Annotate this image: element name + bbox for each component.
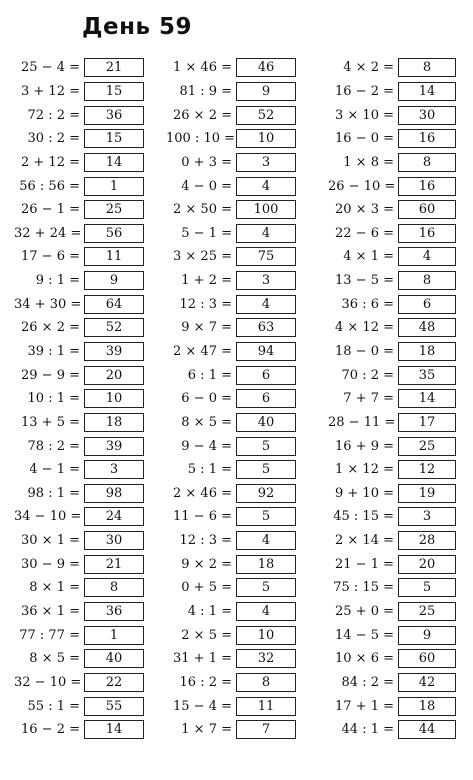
answer-box[interactable]: 14 [84, 720, 144, 739]
exercise-expression: 1 × 7 = [181, 722, 232, 738]
exercise-row [14, 434, 144, 458]
answer-box[interactable]: 6 [236, 366, 296, 385]
exercise-row [166, 505, 296, 529]
exercise-expression: 29 − 9 = [21, 367, 80, 383]
exercise-expression: 16 : 2 = [179, 674, 232, 690]
exercise-row [166, 316, 296, 340]
exercise-expression: 22 − 6 = [335, 225, 394, 241]
answer-box[interactable]: 5 [236, 460, 296, 479]
answer-box[interactable]: 39 [84, 342, 144, 361]
exercise-row [328, 221, 456, 245]
answer-box[interactable]: 44 [398, 720, 456, 739]
exercise-expression: 56 : 56 = [19, 178, 80, 194]
exercise-row [328, 269, 456, 293]
exercise-row [328, 671, 456, 695]
exercise-expression: 8 × 5 = [29, 651, 80, 667]
answer-box[interactable]: 16 [398, 224, 456, 243]
answer-box[interactable]: 10 [84, 389, 144, 408]
exercise-expression: 77 : 77 = [19, 627, 80, 643]
exercise-expression: 34 − 10 = [14, 509, 82, 525]
exercise-expression: 16 + 9 = [335, 438, 394, 454]
exercise-expression: 9 + 10 = [335, 485, 394, 501]
exercise-row [14, 694, 144, 718]
answer-box[interactable]: 14 [84, 153, 144, 172]
exercise-row [14, 529, 144, 553]
answer-box[interactable]: 22 [84, 673, 144, 692]
answer-box[interactable]: 7 [236, 720, 296, 739]
exercise-row [166, 411, 296, 435]
answer-box[interactable]: 42 [398, 673, 456, 692]
exercise-expression: 3 + 12 = [21, 83, 80, 99]
exercise-expression: 25 + 0 = [335, 604, 394, 620]
exercise-row [14, 647, 144, 671]
answer-box[interactable]: 16 [398, 177, 456, 196]
answer-box[interactable]: 20 [84, 366, 144, 385]
exercise-row [166, 600, 296, 624]
exercise-expression: 12 : 3 = [179, 296, 232, 312]
answer-box[interactable]: 15 [84, 82, 144, 101]
exercise-row [166, 198, 296, 222]
exercise-expression: 3 × 10 = [335, 107, 394, 123]
answer-box[interactable]: 11 [236, 697, 296, 716]
exercise-expression: 2 + 12 = [21, 154, 80, 170]
answer-box[interactable]: 21 [84, 58, 144, 77]
exercise-expression: 6 : 1 = [187, 367, 232, 383]
answer-box[interactable]: 5 [236, 437, 296, 456]
exercise-expression: 16 − 2 = [21, 722, 80, 738]
answer-box[interactable]: 4 [236, 602, 296, 621]
exercise-row [14, 623, 144, 647]
answer-box[interactable]: 19 [398, 484, 456, 503]
exercise-expression: 30 × 1 = [21, 533, 80, 549]
answer-box[interactable]: 14 [398, 82, 456, 101]
exercise-expression: 13 + 5 = [21, 414, 80, 430]
exercise-row [14, 80, 144, 104]
exercise-column-2 [166, 56, 296, 742]
exercise-expression: 28 − 11 = [328, 414, 396, 430]
exercise-row [14, 340, 144, 364]
answer-box[interactable]: 63 [236, 318, 296, 337]
exercise-row [14, 600, 144, 624]
exercise-row [14, 151, 144, 175]
exercise-expression: 36 × 1 = [21, 604, 80, 620]
exercise-row [328, 340, 456, 364]
answer-box[interactable]: 25 [398, 602, 456, 621]
exercise-expression: 5 : 1 = [187, 462, 232, 478]
exercise-row [328, 505, 456, 529]
answer-box[interactable]: 30 [84, 531, 144, 550]
exercise-row [166, 718, 296, 742]
exercise-row [166, 151, 296, 175]
answer-box[interactable]: 52 [236, 106, 296, 125]
exercise-expression: 72 : 2 = [27, 107, 80, 123]
exercise-expression: 4 × 1 = [343, 249, 394, 265]
exercise-expression: 98 : 1 = [27, 485, 80, 501]
exercise-row [166, 245, 296, 269]
answer-box[interactable]: 10 [236, 129, 296, 148]
exercise-row [328, 623, 456, 647]
exercise-row [328, 718, 456, 742]
exercise-row [166, 127, 296, 151]
answer-box[interactable]: 6 [236, 389, 296, 408]
answer-box[interactable]: 21 [84, 555, 144, 574]
exercise-expression: 7 + 7 = [343, 391, 394, 407]
exercise-expression: 30 : 2 = [27, 131, 80, 147]
answer-box[interactable]: 25 [398, 437, 456, 456]
exercise-expression: 16 − 0 = [335, 131, 394, 147]
exercise-expression: 21 − 1 = [335, 556, 394, 572]
answer-box[interactable]: 20 [398, 555, 456, 574]
exercise-expression: 55 : 1 = [27, 698, 80, 714]
exercise-expression: 45 : 15 = [333, 509, 394, 525]
answer-box[interactable]: 28 [398, 531, 456, 550]
exercise-row [14, 174, 144, 198]
answer-box[interactable]: 18 [398, 342, 456, 361]
exercise-row [328, 292, 456, 316]
answer-box[interactable]: 3 [236, 271, 296, 290]
exercise-row [166, 221, 296, 245]
exercise-expression: 26 − 1 = [21, 202, 80, 218]
answer-box[interactable]: 56 [84, 224, 144, 243]
exercise-expression: 4 − 1 = [29, 462, 80, 478]
answer-box[interactable]: 48 [398, 318, 456, 337]
exercise-expression: 4 × 2 = [343, 60, 394, 76]
answer-box[interactable]: 3 [236, 153, 296, 172]
exercise-row [328, 151, 456, 175]
exercise-row [14, 56, 144, 80]
exercise-row [328, 387, 456, 411]
answer-box[interactable]: 92 [236, 484, 296, 503]
exercise-column-1 [14, 56, 144, 742]
exercise-row [328, 576, 456, 600]
exercise-row [166, 552, 296, 576]
answer-box[interactable]: 10 [236, 626, 296, 645]
answer-box[interactable]: 98 [84, 484, 144, 503]
answer-box[interactable]: 8 [398, 58, 456, 77]
exercise-row [328, 363, 456, 387]
answer-box[interactable]: 25 [84, 200, 144, 219]
exercise-row [14, 127, 144, 151]
answer-box[interactable]: 9 [84, 271, 144, 290]
exercise-row [328, 482, 456, 506]
answer-box[interactable]: 5 [236, 507, 296, 526]
answer-box[interactable]: 4 [236, 531, 296, 550]
answer-box[interactable]: 36 [84, 106, 144, 125]
exercise-expression: 1 × 46 = [173, 60, 232, 76]
exercise-row [328, 552, 456, 576]
exercise-expression: 1 × 12 = [335, 462, 394, 478]
answer-box[interactable]: 14 [398, 389, 456, 408]
exercise-expression: 11 − 6 = [173, 509, 232, 525]
page-title: День 59 [82, 14, 193, 40]
exercise-expression: 26 × 2 = [21, 320, 80, 336]
exercise-row [328, 103, 456, 127]
exercise-expression: 2 × 46 = [173, 485, 232, 501]
exercise-row [328, 458, 456, 482]
exercise-expression: 5 − 1 = [181, 225, 232, 241]
exercise-row [328, 174, 456, 198]
exercise-expression: 30 − 9 = [21, 556, 80, 572]
answer-box[interactable]: 18 [398, 697, 456, 716]
answer-box[interactable]: 9 [236, 82, 296, 101]
exercise-row [328, 127, 456, 151]
exercise-row [166, 482, 296, 506]
exercise-expression: 26 × 2 = [173, 107, 232, 123]
exercise-row [166, 80, 296, 104]
answer-box[interactable]: 8 [84, 578, 144, 597]
exercise-row [14, 671, 144, 695]
exercise-row [166, 363, 296, 387]
answer-box[interactable]: 17 [398, 413, 456, 432]
exercise-row [166, 647, 296, 671]
answer-box[interactable]: 16 [398, 129, 456, 148]
answer-box[interactable]: 46 [236, 58, 296, 77]
exercise-expression: 4 × 12 = [335, 320, 394, 336]
exercise-expression: 32 + 24 = [14, 225, 82, 241]
exercise-expression: 20 × 3 = [335, 202, 394, 218]
exercise-row [14, 316, 144, 340]
exercise-row [14, 458, 144, 482]
exercise-expression: 9 × 7 = [181, 320, 232, 336]
answer-box[interactable]: 18 [84, 413, 144, 432]
exercise-expression: 2 × 5 = [181, 627, 232, 643]
answer-box[interactable]: 11 [84, 247, 144, 266]
exercise-expression: 2 × 14 = [335, 533, 394, 549]
exercise-row [14, 198, 144, 222]
exercise-expression: 44 : 1 = [341, 722, 394, 738]
answer-box[interactable]: 8 [398, 153, 456, 172]
exercise-expression: 2 × 47 = [173, 344, 232, 359]
exercise-row [14, 576, 144, 600]
exercise-row [14, 292, 144, 316]
exercise-expression: 1 × 8 = [343, 154, 394, 170]
answer-box[interactable]: 94 [236, 342, 296, 361]
answer-box[interactable]: 52 [84, 318, 144, 337]
exercise-row [14, 387, 144, 411]
answer-box[interactable]: 100 [236, 200, 296, 219]
exercise-row [166, 174, 296, 198]
exercise-row [14, 505, 144, 529]
exercise-expression: 9 : 1 = [35, 273, 80, 289]
exercise-row [14, 103, 144, 127]
answer-box[interactable]: 64 [84, 295, 144, 314]
exercise-expression: 12 : 3 = [179, 533, 232, 549]
exercise-row [328, 80, 456, 104]
exercise-expression: 31 + 1 = [173, 651, 232, 667]
exercise-row [166, 269, 296, 293]
answer-box[interactable]: 5 [398, 578, 456, 597]
answer-box[interactable]: 39 [84, 437, 144, 456]
exercise-row [166, 529, 296, 553]
exercise-row [166, 292, 296, 316]
exercise-expression: 0 + 3 = [181, 154, 232, 170]
exercise-expression: 17 + 1 = [335, 698, 394, 714]
exercise-row [328, 434, 456, 458]
answer-box[interactable]: 60 [398, 649, 456, 668]
exercise-expression: 18 − 0 = [335, 344, 394, 359]
exercise-row [166, 458, 296, 482]
exercise-expression: 84 : 2 = [341, 674, 394, 690]
answer-box[interactable]: 8 [236, 673, 296, 692]
exercise-row [166, 694, 296, 718]
exercise-row [166, 576, 296, 600]
exercise-expression: 100 : 10 = [166, 131, 236, 147]
exercise-expression: 36 : 6 = [341, 296, 394, 312]
exercise-row [14, 245, 144, 269]
exercise-expression: 34 + 30 = [14, 296, 82, 312]
exercise-expression: 15 − 4 = [173, 698, 232, 714]
exercise-expression: 16 − 2 = [335, 83, 394, 99]
exercise-row [166, 387, 296, 411]
answer-box[interactable]: 4 [398, 247, 456, 266]
answer-box[interactable]: 35 [398, 366, 456, 385]
exercise-expression: 17 − 6 = [21, 249, 80, 265]
exercise-expression: 8 × 1 = [29, 580, 80, 596]
answer-box[interactable]: 55 [84, 697, 144, 716]
answer-box[interactable]: 8 [398, 271, 456, 290]
answer-box[interactable]: 24 [84, 507, 144, 526]
answer-box[interactable]: 12 [398, 460, 456, 479]
answer-box[interactable]: 5 [236, 578, 296, 597]
exercise-row [14, 718, 144, 742]
exercise-expression: 9 × 2 = [181, 556, 232, 572]
exercise-column-3 [328, 56, 456, 742]
exercise-row [166, 103, 296, 127]
answer-box[interactable]: 18 [236, 555, 296, 574]
exercise-row [166, 623, 296, 647]
exercise-expression: 10 : 1 = [27, 391, 80, 407]
exercise-expression: 32 − 10 = [14, 674, 82, 690]
exercise-row [14, 269, 144, 293]
exercise-expression: 13 − 5 = [335, 273, 394, 289]
exercise-row [14, 411, 144, 435]
answer-box[interactable]: 40 [84, 649, 144, 668]
answer-box[interactable]: 6 [398, 295, 456, 314]
exercise-expression: 70 : 2 = [341, 367, 394, 383]
answer-box[interactable]: 3 [84, 460, 144, 479]
exercise-row [328, 600, 456, 624]
answer-box[interactable]: 1 [84, 177, 144, 196]
exercise-expression: 3 × 25 = [173, 249, 232, 265]
exercise-row [328, 411, 456, 435]
exercise-row [166, 434, 296, 458]
exercise-row [328, 198, 456, 222]
answer-box[interactable]: 32 [236, 649, 296, 668]
exercise-expression: 14 − 5 = [335, 627, 394, 643]
exercise-row [328, 316, 456, 340]
answer-box[interactable]: 36 [84, 602, 144, 621]
exercise-expression: 4 − 0 = [181, 178, 232, 194]
exercise-expression: 9 − 4 = [181, 438, 232, 454]
exercise-row [14, 363, 144, 387]
exercise-expression: 78 : 2 = [27, 438, 80, 454]
exercise-row [328, 245, 456, 269]
answer-box[interactable]: 1 [84, 626, 144, 645]
answer-box[interactable]: 9 [398, 626, 456, 645]
exercise-expression: 1 + 2 = [181, 273, 232, 289]
exercise-row [166, 340, 296, 364]
exercise-expression: 6 − 0 = [181, 391, 232, 407]
exercise-row [166, 56, 296, 80]
exercise-row [328, 529, 456, 553]
exercise-row [166, 671, 296, 695]
exercise-expression: 0 + 5 = [181, 580, 232, 596]
exercise-expression: 39 : 1 = [27, 344, 80, 359]
exercise-row [328, 647, 456, 671]
exercise-expression: 10 × 6 = [335, 651, 394, 667]
answer-box[interactable]: 30 [398, 106, 456, 125]
answer-box[interactable]: 4 [236, 295, 296, 314]
exercise-row [14, 552, 144, 576]
exercise-expression: 8 × 5 = [181, 414, 232, 430]
exercise-row [14, 482, 144, 506]
answer-box[interactable]: 40 [236, 413, 296, 432]
exercise-row [328, 56, 456, 80]
answer-box[interactable]: 4 [236, 224, 296, 243]
exercise-row [328, 694, 456, 718]
answer-box[interactable]: 3 [398, 507, 456, 526]
answer-box[interactable]: 60 [398, 200, 456, 219]
answer-box[interactable]: 4 [236, 177, 296, 196]
exercise-expression: 4 : 1 = [187, 604, 232, 620]
exercise-expression: 81 : 9 = [179, 83, 232, 99]
exercise-row [14, 221, 144, 245]
answer-box[interactable]: 15 [84, 129, 144, 148]
exercise-expression: 2 × 50 = [173, 202, 232, 218]
exercise-expression: 75 : 15 = [333, 580, 394, 596]
exercise-expression: 26 − 10 = [328, 178, 396, 194]
answer-box[interactable]: 75 [236, 247, 296, 266]
exercise-expression: 25 − 4 = [21, 60, 80, 76]
